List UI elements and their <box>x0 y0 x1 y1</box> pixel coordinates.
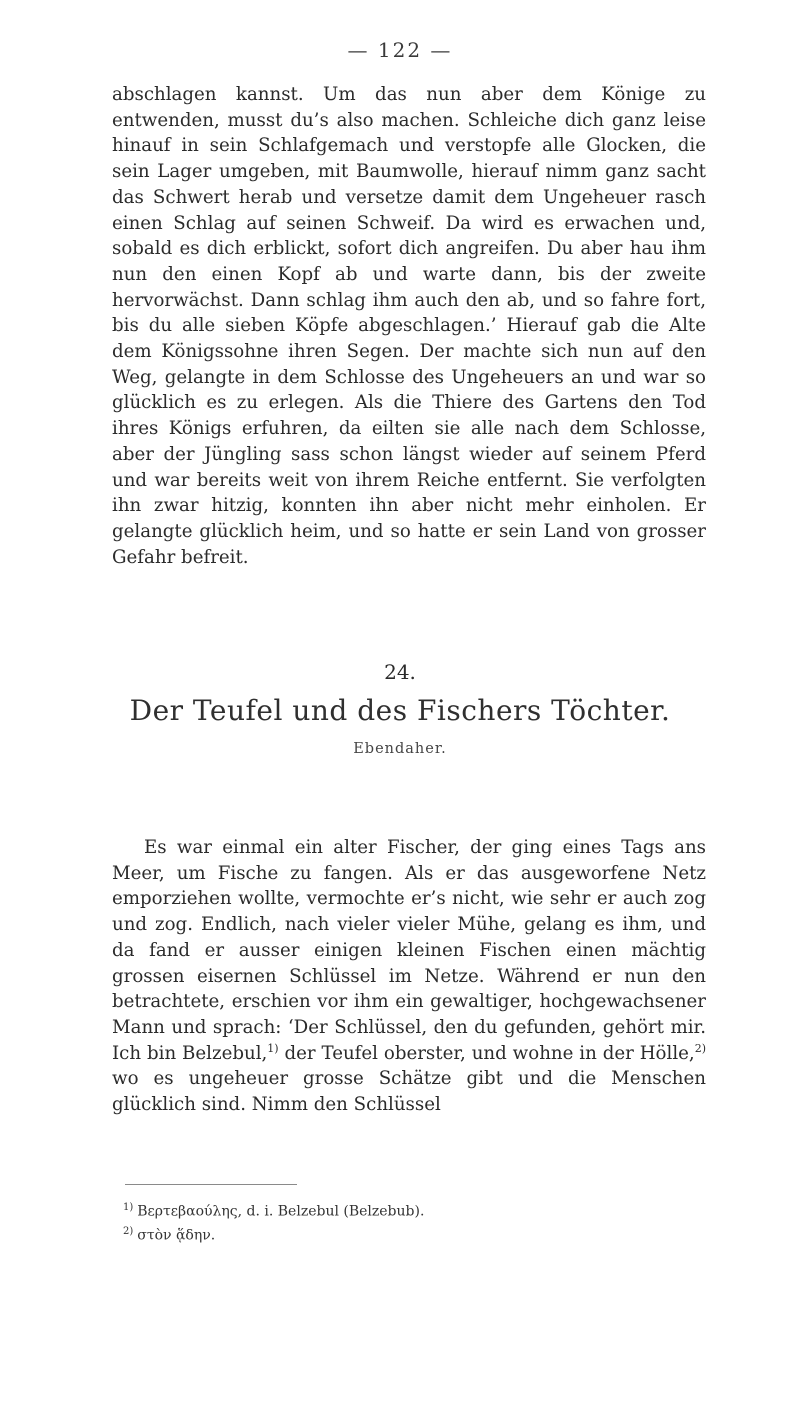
footnote-mark: 2) <box>123 1225 134 1237</box>
footnote-1 <box>123 1198 703 1222</box>
footnote-ref-2: 2) <box>694 1041 706 1055</box>
story-paragraph <box>112 835 706 1118</box>
footnote-mark: 1) <box>123 1202 134 1213</box>
paragraph-text-a: Es war einmal ein alter Fischer, der ging eines Tags ans Meer, um Fische zu fangen. Als er das ausgeworfene Netz emporziehen wollte, vermochte er’s nicht, wie sehr er auch zog und zog. Endlich, nach vieler vieler Mühe, gelang es ihm, und da fand er ausser einigen kleinen Fischen einen mächtig grossen eisernen Schlüssel im Netze. Während er nun den betrachtete, erschien vor ihm ein gewaltiger, hochgewachsener Mann und sprach: ‘Der Schlüssel, den du gefunden, gehört mir. Ich bin Belzebul, <box>112 837 706 1064</box>
footnote-text: στὸν ᾅδην. <box>137 1227 216 1244</box>
footnote-2 <box>123 1222 703 1246</box>
footnote-text: Βερτεβαούλης, d. i. Belzebul (Belzebub). <box>137 1203 425 1220</box>
paragraph-continued: abschlagen kannst. Um das nun aber dem Könige zu entwenden, musst du’s also machen. Schleiche dich ganz leise hinauf in sein Schlafgemach und verstopfe alle Glocken, die sein Lager umgeben, mit Baumwolle, hierauf nimm ganz sacht das Schwert herab und versetze damit dem Ungeheuer rasch einen Schlag auf seinen Schweif. Da wird es erwachen und, sobald es dich erblickt, sofort dich angreifen. Du aber hau ihm nun den einen Kopf ab und warte dann, bis der zweite hervorwächst. Dann schlag ihm auch den ab, und so fahre fort, bis du alle sieben Köpfe abgeschlagen.’ Hierauf gab die Alte dem Königssohne ihren Segen. Der machte sich nun auf den Weg, gelangte in dem Schlosse des Ungeheuers an und war so glücklich es zu erlegen. Als die Thiere des Gartens den Tod ihres Königs erfuhren, da eilten sie alle nach dem Schlosse, aber der Jüngling sass schon längst wieder auf seinem Pferd und war bereits weit von ihrem Reiche entfernt. Sie verfolgten ihn zwar hitzig, konnten ihn aber nicht mehr einholen. Er gelangte glücklich heim, und so hatte er sein Land von grosser Gefahr befreit. <box>112 84 706 568</box>
footnote-divider <box>125 1184 297 1185</box>
story-title: Der Teufel und des Fischers Töchter. <box>129 694 671 727</box>
source-line: Ebendaher. <box>353 741 447 757</box>
section-number: 24. <box>384 660 416 684</box>
footnote-ref-1: 1) <box>267 1041 279 1055</box>
paragraph-text-c: wo es ungeheuer grosse Schätze gibt und die Menschen glücklich sind. Nimm den Schlüssel <box>112 1068 706 1116</box>
footnotes <box>123 1198 703 1245</box>
page-number: — 122 — <box>347 38 453 62</box>
paragraph-text-b: der Teufel oberster, und wohne in der Hölle, <box>278 1042 695 1064</box>
